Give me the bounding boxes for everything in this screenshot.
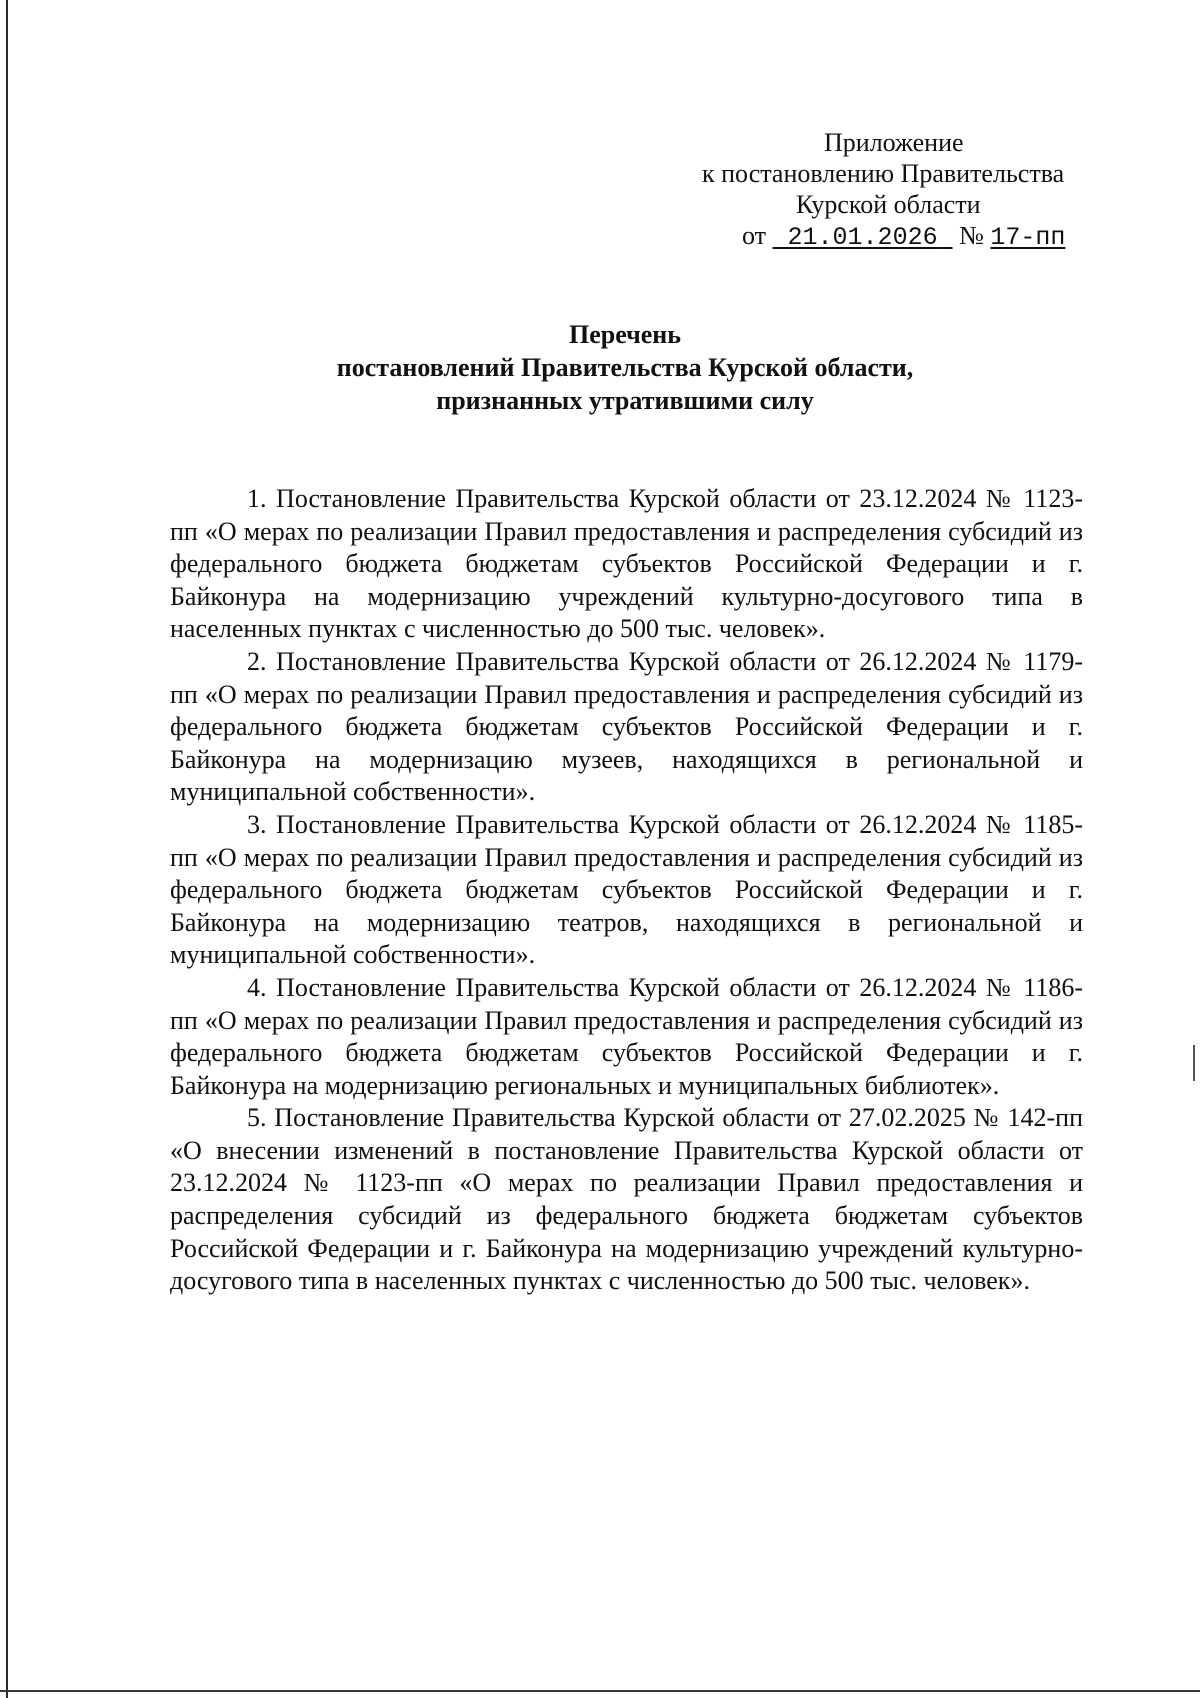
appendix-resolution-ref: к постановлению Правительства [702, 159, 1065, 188]
list-item-5: 5. Постановление Правительства Курской области от 27.02.2025 № 142-пп «О внесении изменений в постановление Правительства Курской области от 23.12.2024 № 1123-пп «О мерах по реализации Правил предоставления и распределения субсидий из федерального бюджета бюджетам субъектов Российской Федерации и г. Байконура на модернизацию учреждений культурно-досугового типа в населенных пунктах с численностью до 500 тыс. человек». [170, 1103, 1083, 1296]
list-item-3: 3. Постановление Правительства Курской области от 26.12.2024 № 1185-пп «О мерах по реализации Правил предоставления и распределения субсидий из федерального бюджета бюджетам субъектов Российской Федерации и г. Байконура на модернизацию театров, находящихся в региональной и муниципальной собственности». [170, 809, 1083, 970]
list-item-1: 1. Постановление Правительства Курской области от 23.12.2024 № 1123-пп «О мерах по реализации Правил предоставления и распределения субсидий из федерального бюджета бюджетам субъектов Российской Федерации и г. Байконура на модернизацию учреждений культурно-досугового типа в населенных пунктах с численностью до 500 тыс. человек». [170, 484, 1083, 644]
list-item-2: 2. Постановление Правительства Курской области от 26.12.2024 № 1179-пп «О мерах по реализации Правил предоставления и распределения субсидий из федерального бюджета бюджетам субъектов Российской Федерации и г. Байконура на модернизацию музеев, находящихся в региональной и муниципальной собственности». [170, 646, 1083, 807]
title-line-2: постановлений Правительства Курской области, [336, 353, 914, 382]
title-line-3: признанных утратившими силу [436, 386, 814, 415]
document-date: 21.01.2026 [787, 223, 938, 252]
list-item-4: 4. Постановление Правительства Курской области от 26.12.2024 № 1186-пп «О мерах по реализации Правил предоставления и распределения субсидий из федерального бюджета бюджетам субъектов Российской Федерации и г. Байконура на модернизацию региональных и муниципальных библиотек». [170, 972, 1083, 1100]
number-prefix: № [959, 221, 984, 250]
date-prefix: от [742, 221, 767, 250]
scan-edge-bottom [0, 1690, 1200, 1692]
title-line-1: Перечень [568, 320, 682, 349]
resolutions-list [170, 483, 1083, 1298]
document-number: 17-пп [990, 223, 1066, 252]
scan-edge-left [6, 0, 8, 1698]
document-title [170, 318, 1080, 417]
appendix-date-number [690, 220, 1100, 253]
scan-mark [1193, 1045, 1195, 1081]
appendix-region: Курской области [796, 190, 981, 219]
appendix-header [690, 127, 1100, 253]
appendix-label: Приложение [824, 128, 964, 157]
